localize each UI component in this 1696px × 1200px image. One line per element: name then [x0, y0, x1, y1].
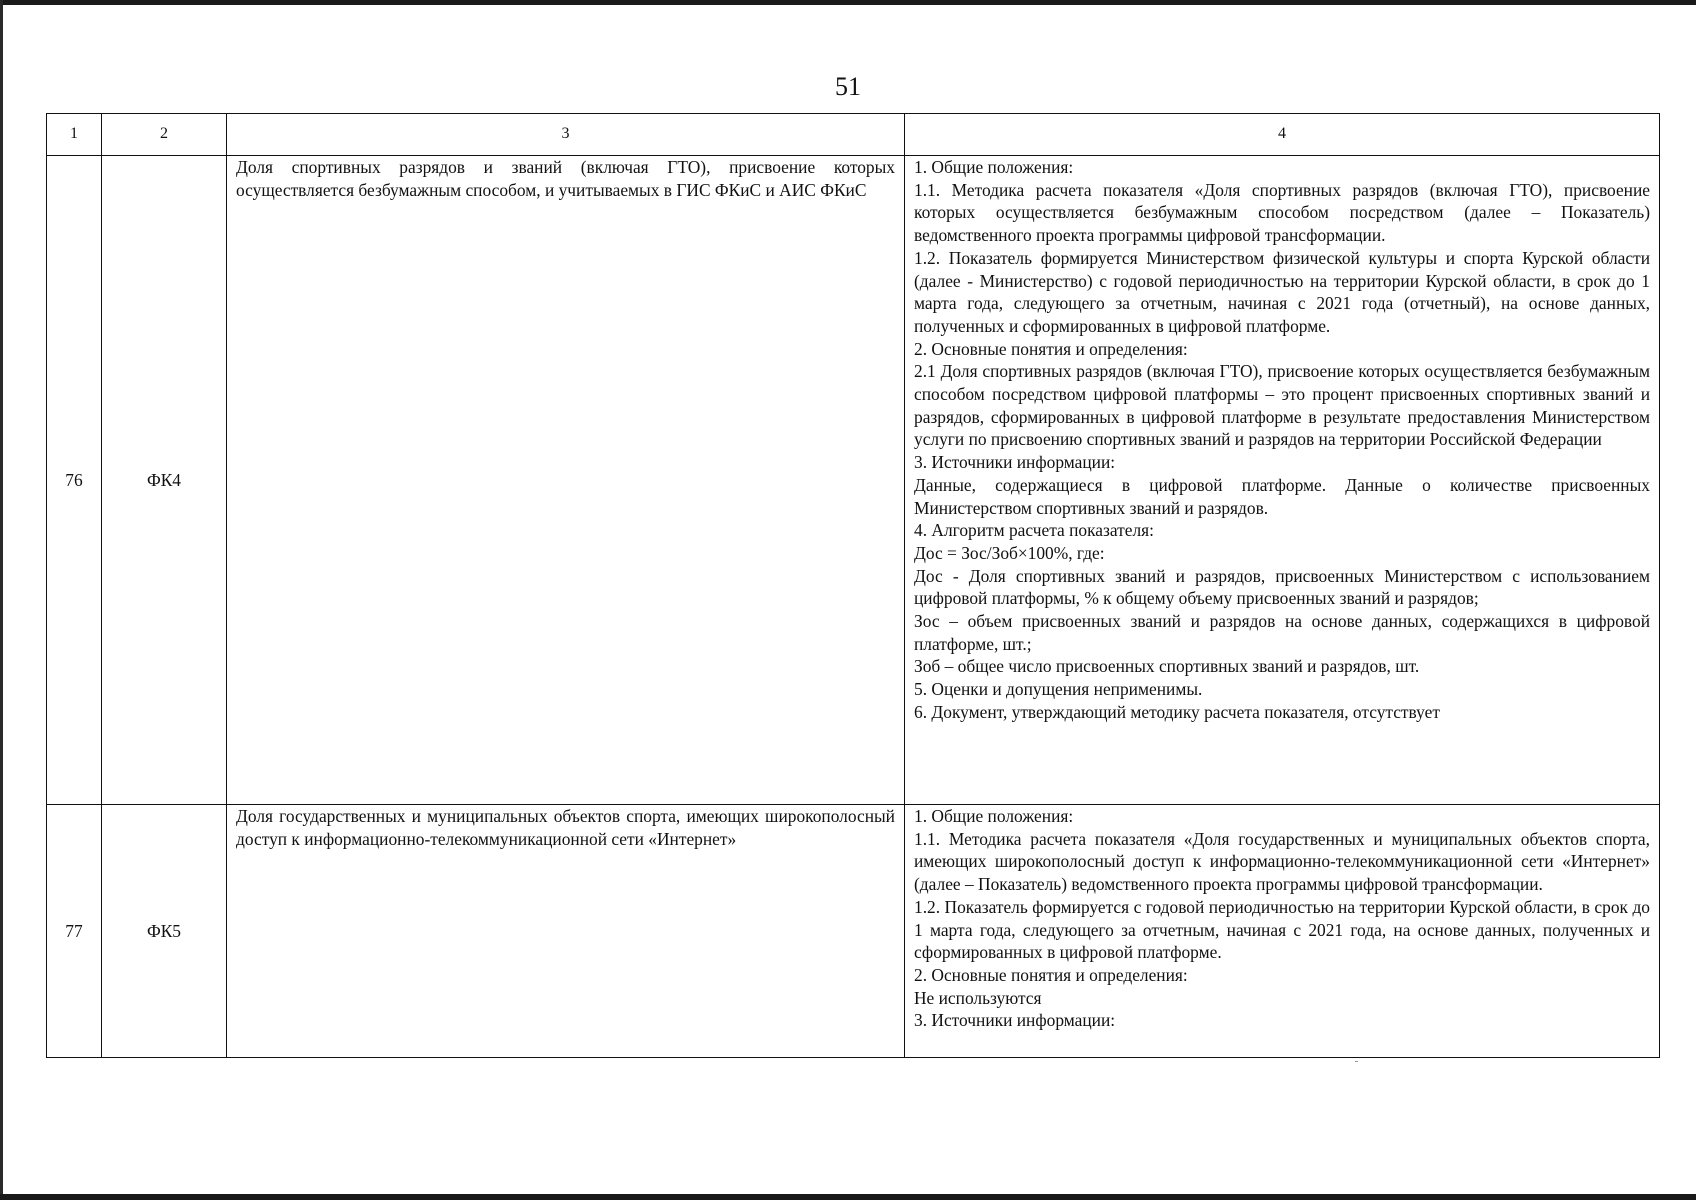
- method-line: Зоб – общее число присвоенных спортивных званий и разрядов, шт.: [914, 656, 1420, 677]
- indicator-name: Доля государственных и муниципальных объектов спорта, имеющих широкополосный доступ к информационно-телекоммуникационной сети «Интернет»: [227, 805, 905, 1058]
- method-line: 2. Основные понятия и определения:: [914, 964, 1188, 985]
- scan-edge-left: [0, 0, 3, 1200]
- indicator-name: Доля спортивных разрядов и званий (включая ГТО), присвоение которых осуществляется безбумажным способом, и учитываемых в ГИС ФКиС и АИС ФКиС: [227, 156, 905, 805]
- scan-speck: [1355, 1061, 1358, 1062]
- method-line: 6. Документ, утверждающий методику расчета показателя, отсутствует: [914, 701, 1440, 722]
- method-line: 1.1. Методика расчета показателя «Доля государственных и муниципальных объектов спорта, имеющих широкополосный доступ к информационно-телекоммуникационной сети «Интернет» (далее – Показатель) ведомственного проекта программы цифровой трансформации.: [914, 828, 1650, 895]
- indicator-code: ФК4: [102, 156, 227, 805]
- method-line: 5. Оценки и допущения неприменимы.: [914, 679, 1203, 700]
- method-line: Данные, содержащиеся в цифровой платформе. Данные о количестве присвоенных Министерством спортивных званий и разрядов.: [914, 474, 1650, 518]
- table-header-row: [47, 114, 1660, 156]
- column-header-1: 1: [47, 114, 102, 156]
- table-row: [47, 156, 1660, 805]
- column-header-3: 3: [227, 114, 905, 156]
- method-line: 2. Основные понятия и определения:: [914, 338, 1188, 359]
- method-line: Дос - Доля спортивных званий и разрядов, присвоенных Министерством с использованием цифровой платформы, % к общему объему присвоенных званий и разрядов;: [914, 565, 1650, 609]
- method-line: Зос – объем присвоенных званий и разрядов на основе данных, содержащихся в цифровой платформе, шт.;: [914, 611, 1650, 654]
- column-header-4: 4: [905, 114, 1660, 156]
- indicator-code: ФК5: [102, 805, 227, 1058]
- method-line: 1. Общие положения:: [914, 157, 1074, 177]
- row-number: 76: [47, 156, 102, 805]
- indicator-table: [46, 113, 1660, 1058]
- method-line: 4. Алгоритм расчета показателя:: [914, 520, 1154, 541]
- row-number: 77: [47, 805, 102, 1058]
- calculation-method: [905, 805, 1660, 1058]
- method-line: Не используются: [914, 987, 1042, 1008]
- method-line: 1. Общие положения:: [914, 806, 1074, 826]
- calculation-method: [905, 156, 1660, 805]
- method-line: 1.2. Показатель формируется Министерством физической культуры и спорта Курской области (далее - Министерство) с годовой периодичностью на территории Курской области, в срок до 1 марта года, следующего за отчетным, начиная с 2021 года (отчетный), на основе данных, полученных и сформированных в цифровой платформе.: [914, 247, 1650, 336]
- method-line: 1.1. Методика расчета показателя «Доля спортивных разрядов (включая ГТО), присвоение которых осуществляется безбумажным способом посредством (далее – Показатель) ведомственного проекта программы цифровой трансформации.: [914, 179, 1650, 246]
- method-line: 1.2. Показатель формируется с годовой периодичностью на территории Курской области, в срок до 1 марта года, следующего за отчетным, начиная с 2021 года, на основе данных, полученных и сформированных в цифровой платформе.: [914, 896, 1650, 963]
- scan-edge-bottom: [0, 1194, 1696, 1200]
- scan-edge-top: [0, 0, 1696, 5]
- page-number: 51: [835, 72, 861, 101]
- column-header-2: 2: [102, 114, 227, 156]
- method-line: 2.1 Доля спортивных разрядов (включая ГТО), присвоение которых осуществляется безбумажным способом посредством цифровой платформы – это процент присвоенных спортивных званий и разрядов, сформированных в цифровой платформе в результате предоставления Министерством услуги по присвоению спортивных званий и разрядов на территории Российской Федерации: [914, 361, 1650, 450]
- method-line: 3. Источники информации:: [914, 452, 1116, 473]
- method-line: 3. Источники информации:: [914, 1010, 1116, 1031]
- table-row: [47, 805, 1660, 1058]
- method-line: Дос = Зос/Зоб×100%, где:: [914, 542, 1105, 563]
